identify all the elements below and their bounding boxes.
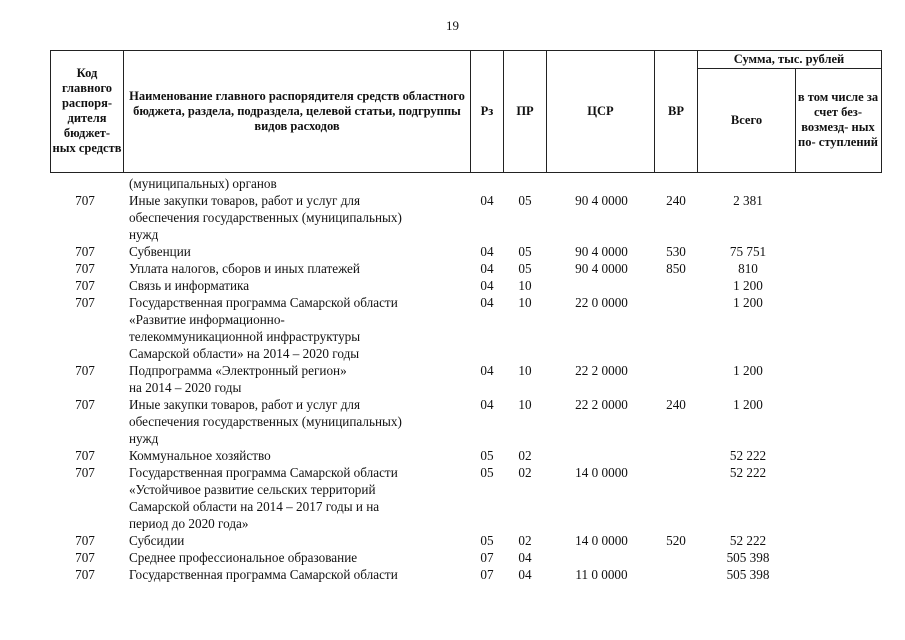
csr-cell: 90 4 0000 [575, 261, 628, 276]
vsego-cell: 52 222 [729, 465, 767, 480]
vsego-cell: 1 200 [733, 397, 763, 412]
vsego-cell: 1 200 [733, 363, 763, 378]
rz-cell: 07 [480, 550, 494, 565]
csr-cell: 90 4 0000 [575, 244, 628, 259]
name-cell: (муниципальных) органов [129, 176, 277, 191]
pr-cell: 04 [518, 550, 532, 565]
pr-cell: 10 [518, 363, 532, 378]
vr-cell: 240 [666, 397, 686, 412]
table-row [0, 175, 905, 192]
table-row [0, 447, 905, 464]
table-row [0, 464, 905, 532]
vr-cell: 850 [666, 261, 686, 276]
pr-cell: 04 [518, 567, 532, 582]
name-cell: Коммунальное хозяйство [129, 448, 271, 463]
name-cell: Субсидии [129, 533, 185, 548]
name-cell: Государственная программа Самарской области [129, 567, 398, 582]
pr-cell: 10 [518, 295, 532, 310]
table-row [0, 549, 905, 566]
header-bezvozm: в том числе за счет без- возмезд- ных по- ступлений [797, 90, 879, 149]
vsego-cell: 810 [738, 261, 758, 276]
kod-cell: 707 [75, 261, 95, 276]
kod-cell: 707 [75, 397, 95, 412]
pr-cell: 10 [518, 397, 532, 412]
vr-cell: 240 [666, 193, 686, 208]
name-cell: Связь и информатика [129, 278, 250, 293]
header-kod: Код главного распоря- дителя бюджет- ных средств [52, 66, 122, 155]
pr-cell: 02 [518, 533, 532, 548]
rz-cell: 07 [480, 567, 494, 582]
csr-cell: 14 0 0000 [575, 465, 628, 480]
table-row [0, 362, 905, 396]
header-pr: ПР [516, 103, 534, 118]
name-cell: Иные закупки товаров, работ и услуг для обеспечения государственных (муниципальных) нужд [129, 397, 402, 446]
rz-cell: 05 [480, 448, 494, 463]
pr-cell: 05 [518, 244, 532, 259]
table-row [0, 243, 905, 260]
pr-cell: 05 [518, 261, 532, 276]
pr-cell: 02 [518, 465, 532, 480]
kod-cell: 707 [75, 244, 95, 259]
kod-cell: 707 [75, 363, 95, 378]
header-summa: Сумма, тыс. рублей [733, 52, 845, 66]
rz-cell: 04 [480, 261, 494, 276]
name-cell: Среднее профессиональное образование [129, 550, 358, 565]
kod-cell: 707 [75, 278, 95, 293]
vsego-cell: 505 398 [726, 550, 770, 565]
csr-cell: 22 2 0000 [575, 363, 628, 378]
name-cell: Уплата налогов, сборов и иных платежей [129, 261, 360, 276]
table-row [0, 396, 905, 447]
vsego-cell: 1 200 [733, 278, 763, 293]
kod-cell: 707 [75, 448, 95, 463]
csr-cell: 22 0 0000 [575, 295, 628, 310]
vsego-cell: 1 200 [733, 295, 763, 310]
rz-cell: 04 [480, 397, 494, 412]
kod-cell: 707 [75, 533, 95, 548]
header-vsego: Всего [730, 112, 763, 127]
kod-cell: 707 [75, 295, 95, 310]
header-csr: ЦСР [587, 103, 614, 118]
vr-cell: 530 [666, 244, 686, 259]
name-cell: Подпрограмма «Электронный регион» на 2014 – 2020 годы [129, 363, 347, 395]
table-row [0, 294, 905, 362]
csr-cell: 11 0 0000 [575, 567, 628, 582]
pr-cell: 05 [518, 193, 532, 208]
pr-cell: 10 [518, 278, 532, 293]
rz-cell: 04 [480, 244, 494, 259]
vsego-cell: 52 222 [729, 533, 767, 548]
kod-cell: 707 [75, 550, 95, 565]
vsego-cell: 52 222 [729, 448, 767, 463]
vsego-cell: 2 381 [733, 193, 763, 208]
table-row [0, 192, 905, 243]
table-row [0, 566, 905, 583]
rz-cell: 04 [480, 278, 494, 293]
rz-cell: 04 [480, 363, 494, 378]
vsego-cell: 75 751 [729, 244, 767, 259]
table-row [0, 260, 905, 277]
name-cell: Иные закупки товаров, работ и услуг для обеспечения государственных (муниципальных) нужд [129, 193, 402, 242]
table-body [0, 175, 905, 583]
rz-cell: 04 [480, 295, 494, 310]
page-number: 19 [446, 18, 459, 33]
rz-cell: 04 [480, 193, 494, 208]
kod-cell: 707 [75, 465, 95, 480]
csr-cell: 14 0 0000 [575, 533, 628, 548]
vsego-cell: 505 398 [726, 567, 770, 582]
name-cell: Государственная программа Самарской области «Устойчивое развитие сельских территорий Самарской области на 2014 – 2017 годы и на период до 2020 года» [129, 465, 398, 531]
csr-cell: 22 2 0000 [575, 397, 628, 412]
pr-cell: 02 [518, 448, 532, 463]
name-cell: Субвенции [129, 244, 191, 259]
kod-cell: 707 [75, 193, 95, 208]
rz-cell: 05 [480, 533, 494, 548]
table-row [0, 532, 905, 549]
csr-cell: 90 4 0000 [575, 193, 628, 208]
table-row [0, 277, 905, 294]
header-name: Наименование главного распорядителя средств областного бюджета, раздела, подраздела, целевой статьи, подгруппы видов расходов [129, 88, 465, 133]
kod-cell: 707 [75, 567, 95, 582]
vr-cell: 520 [666, 533, 686, 548]
header-rz: Рз [480, 103, 494, 118]
header-vr: ВР [668, 103, 684, 118]
name-cell: Государственная программа Самарской области «Развитие информационно- телекоммуникационной инфраструктуры Самарской области» на 2014 – 2020 годы [129, 295, 398, 361]
rz-cell: 05 [480, 465, 494, 480]
